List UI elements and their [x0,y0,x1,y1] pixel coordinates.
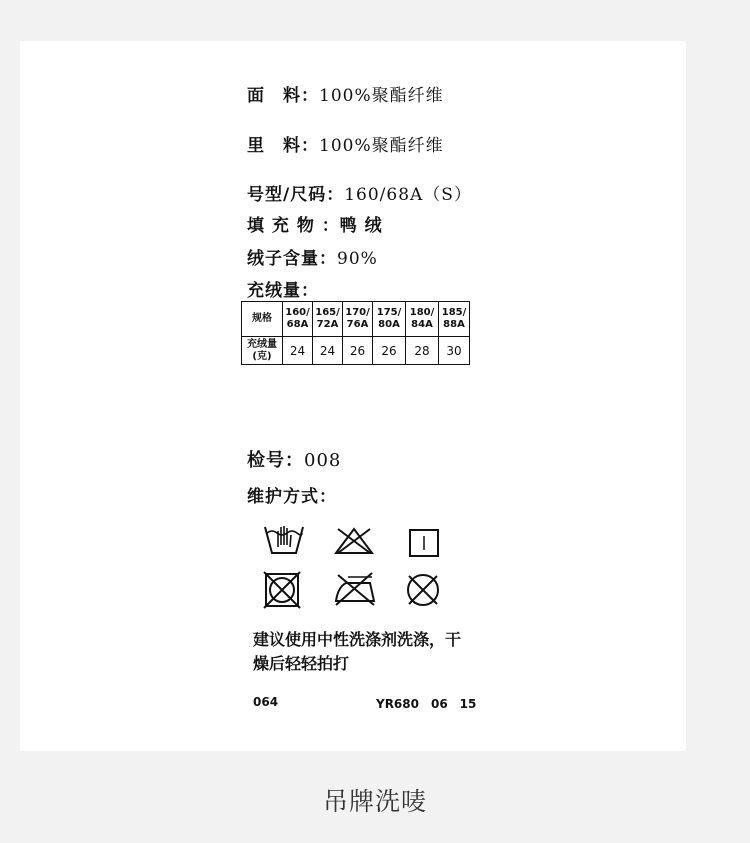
code-left: 064 [253,695,279,709]
table-row-values [242,337,470,365]
size-value: 160/68A（S） [344,185,472,205]
table-cell-size: 175/ 80A [373,302,406,337]
table-cell-value: 24 [283,337,313,365]
size-row [247,180,472,205]
care-note-line2: 燥后轻轻拍打 [253,654,350,673]
inspection-row [247,446,341,472]
inspection-value: 008 [304,450,342,471]
do-not-dry-clean-icon [404,571,442,609]
table-row-sizes [242,302,470,337]
fabric-row [247,81,444,106]
lining-value: 100%聚酯纤维 [319,136,444,156]
table-cell-size: 165/ 72A [313,302,343,337]
table-header-size: 规格 [242,302,283,337]
fabric-label: 面 料： [247,86,319,106]
table-cell-value: 24 [313,337,343,365]
code-right: YR680 06 15 [376,697,477,711]
table-cell-value: 28 [406,337,439,365]
size-label: 号型/尺码： [247,185,345,205]
page-caption: 吊牌洗唛 [322,787,427,816]
table-cell-value: 26 [373,337,406,365]
fill-amount-row [247,276,319,301]
filling-label: 填 充 物 ： [247,216,340,236]
care-label: 维护方式： [247,487,337,507]
table-cell-value: 26 [343,337,373,365]
filling-row [247,211,383,236]
table-header-fill: 充绒量 (克) [242,337,283,365]
table-cell-size: 185/ 88A [439,302,470,337]
care-row [247,482,337,507]
inspection-label: 检号： [247,450,304,471]
table-cell-value: 30 [439,337,470,365]
care-note-line1: 建议使用中性洗涤剂洗涤，干 [253,630,462,649]
tumble-dry-icon [408,528,442,558]
care-note [253,628,461,676]
fabric-value: 100%聚酯纤维 [319,86,444,106]
table-cell-size: 170/ 76A [343,302,373,337]
table-cell-size: 180/ 84A [406,302,439,337]
hand-wash-icon [262,521,306,557]
fill-amount-label: 充绒量： [247,281,319,301]
table-cell-size: 160/ 68A [283,302,313,337]
do-not-bleach-icon [332,525,376,555]
filling-value: 鸭 绒 [339,216,383,236]
lining-label: 里 料： [247,136,319,156]
down-content-label: 绒子含量： [247,249,337,269]
down-content-row [247,244,378,269]
do-not-tumble-dry-icon [262,571,302,609]
do-not-iron-icon [332,571,378,607]
down-content-value: 90% [337,249,378,269]
lining-row [247,131,444,156]
care-label-card [20,41,686,751]
fill-amount-table [241,301,470,365]
